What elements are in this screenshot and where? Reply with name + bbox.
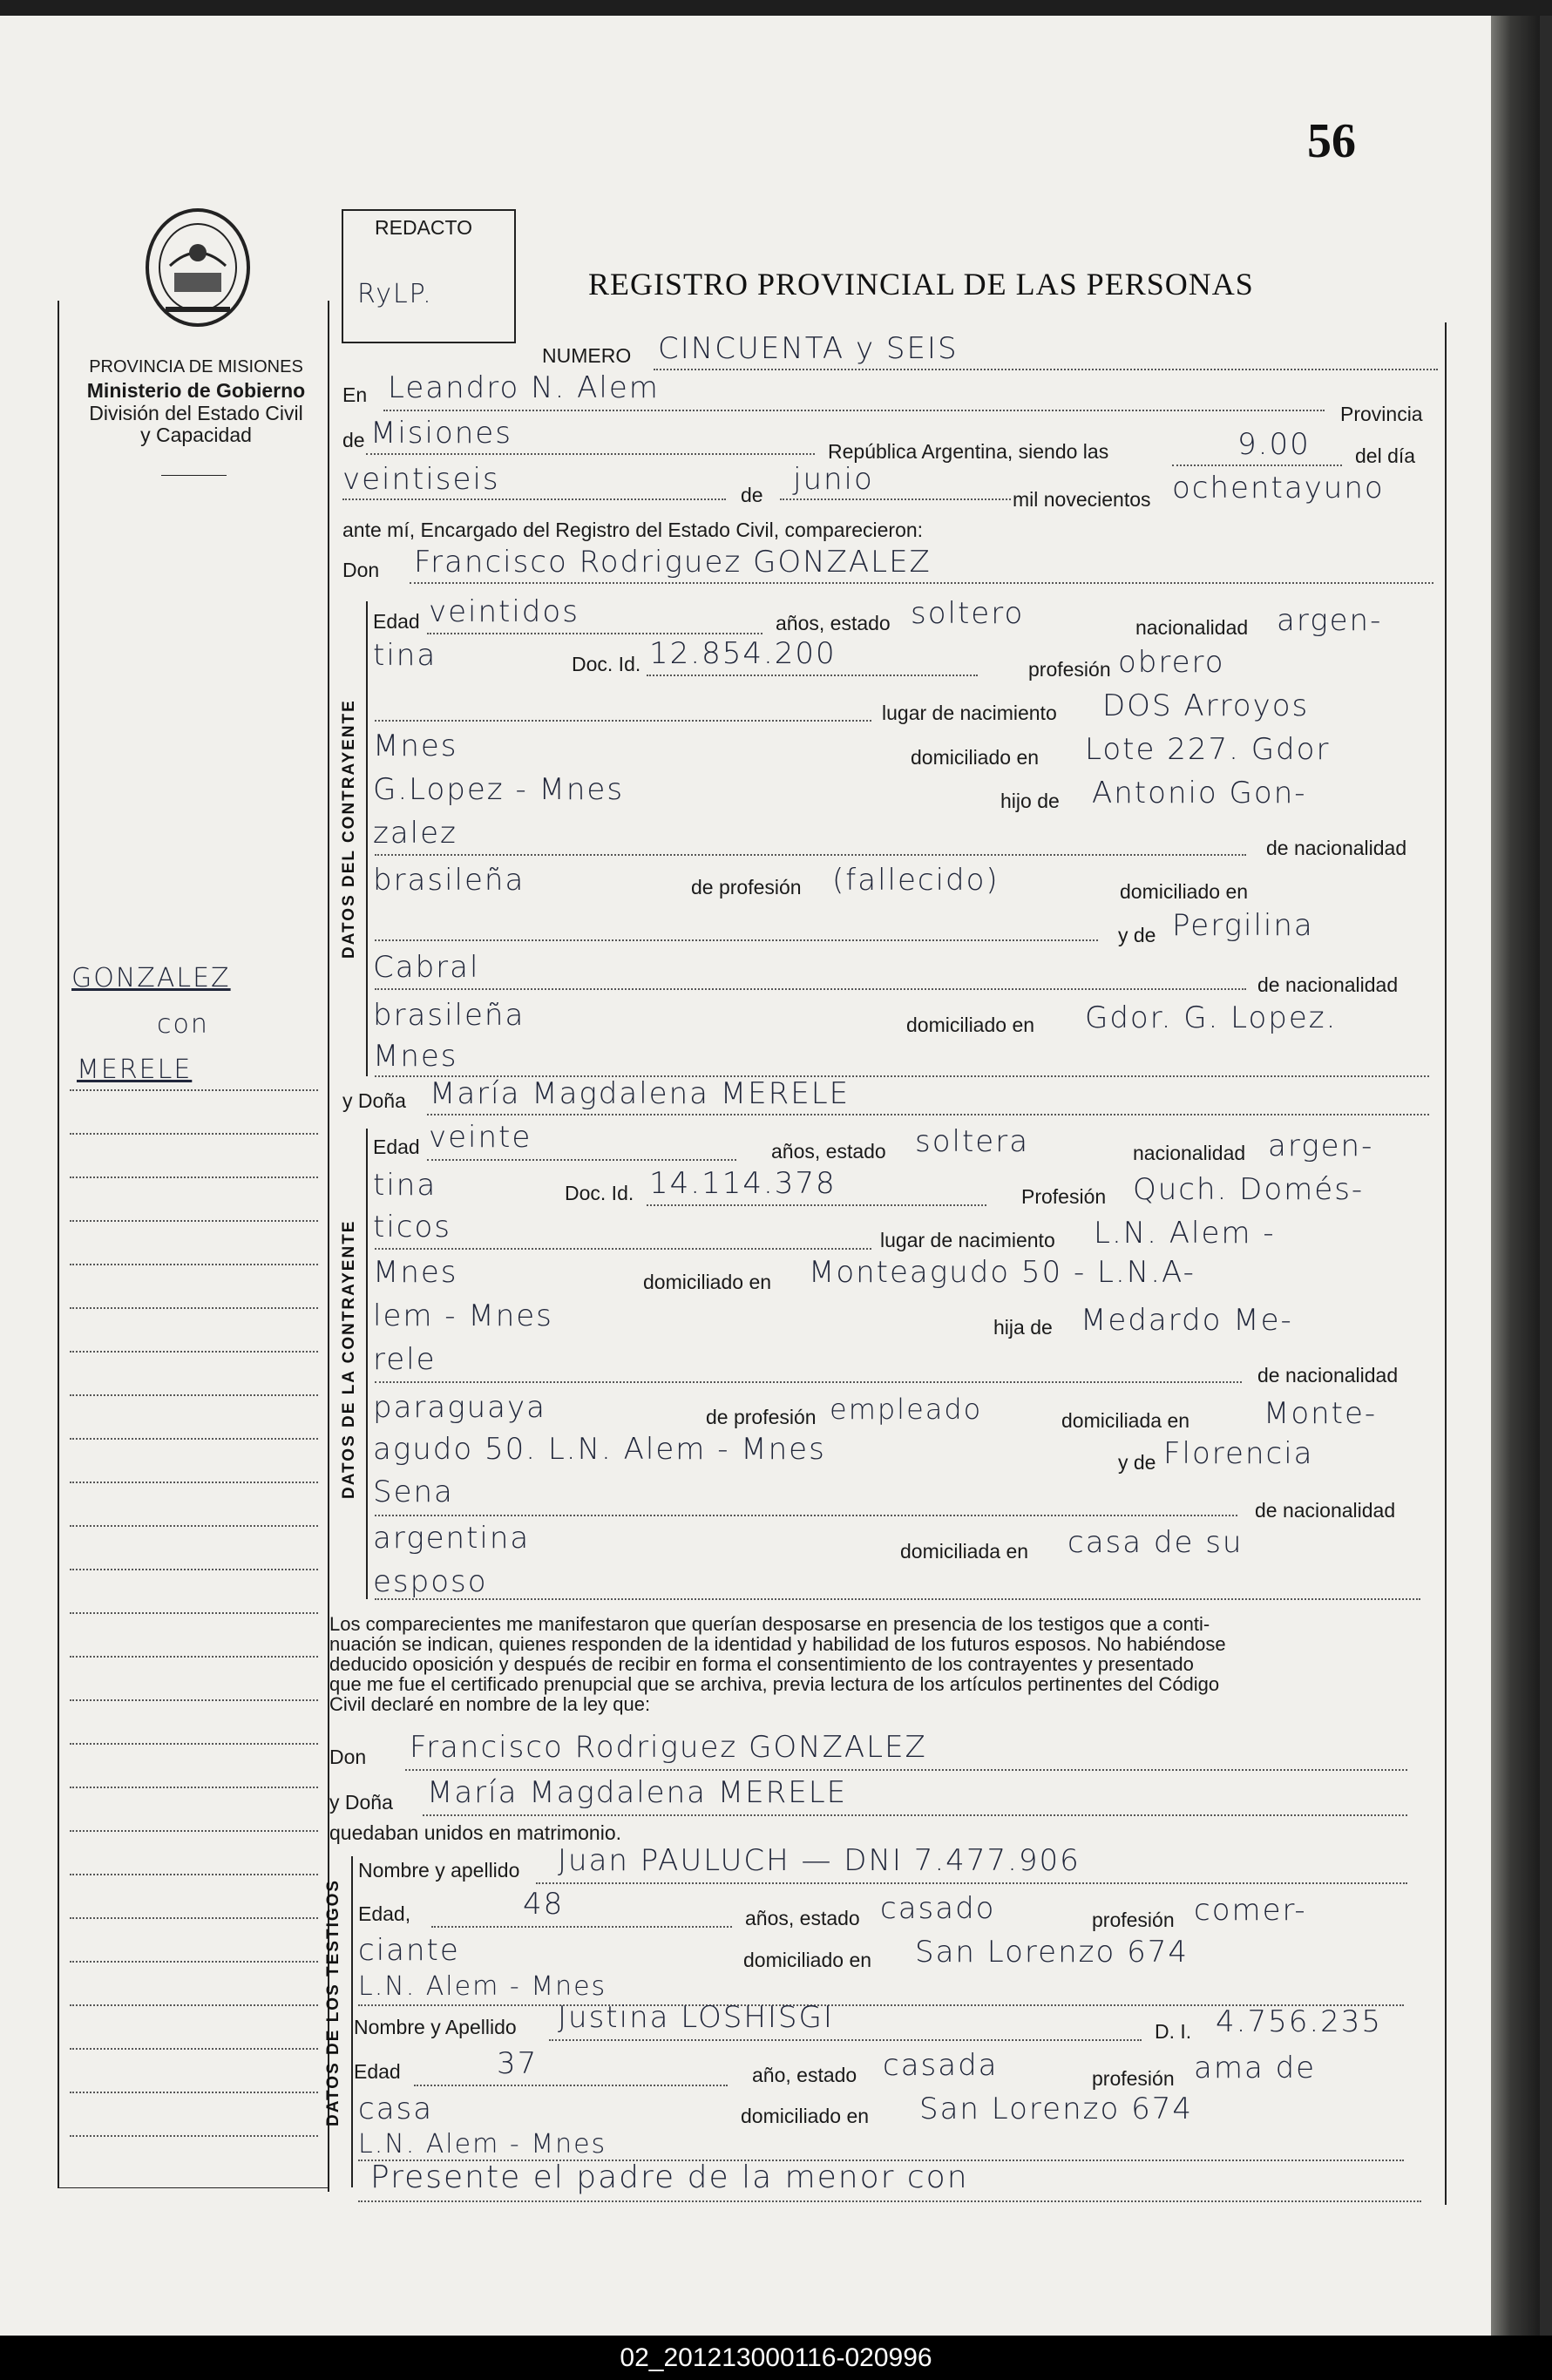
t2-di-label: D. I. <box>1155 2020 1192 2043</box>
don-value: Francisco Rodriguez GONZALEZ <box>414 545 932 580</box>
c-edad: veintidos <box>429 594 579 629</box>
c-dom: Lote 227. Gdor <box>1085 732 1331 767</box>
margin-line <box>70 1307 318 1309</box>
t1-prof-label: profesión <box>1092 1909 1175 1931</box>
c-madre-dom2: Mnes <box>373 1039 458 1074</box>
fill-line <box>427 1159 736 1161</box>
fill-line <box>375 1515 1237 1516</box>
f-padre: Medardo Me- <box>1081 1303 1293 1338</box>
fill-line <box>405 1769 1407 1771</box>
c-dom-label: domiciliado en <box>911 746 1040 769</box>
f-madre: Florencia <box>1163 1436 1314 1471</box>
f-doc: 14.114.378 <box>649 1166 837 1201</box>
republica-label: República Argentina, siendo las <box>828 440 1109 463</box>
margin-line <box>70 1264 318 1265</box>
margin-line <box>70 1569 318 1570</box>
scan-id-footer: 02_201213000116-020996 <box>0 2336 1552 2380</box>
fill-line <box>375 988 1246 990</box>
de2-label: de <box>741 484 763 506</box>
mes-value: junio <box>793 462 874 497</box>
fill-line <box>1172 464 1342 466</box>
c-madre-dom: Gdor. G. Lopez. <box>1085 1000 1338 1035</box>
fill-line <box>383 410 1325 411</box>
f-estado-label: años, estado <box>771 1140 886 1163</box>
t2-di: 4.756.235 <box>1216 2004 1383 2039</box>
f-de-prof-label: de profesión <box>706 1406 817 1428</box>
fill-line <box>410 582 1433 584</box>
provincial-crest-icon <box>139 205 257 331</box>
margin-line <box>70 1656 318 1658</box>
margin-line <box>70 1787 318 1788</box>
top-edge <box>0 0 1552 16</box>
margin-note-2: con <box>157 1009 209 1040</box>
c-madre: Pergilina <box>1172 908 1314 943</box>
f-madre-nac: argentina <box>373 1521 531 1556</box>
de-value: Misiones <box>370 416 512 451</box>
c-y-de-label: y de <box>1118 924 1156 946</box>
redacto-label: REDACTO <box>375 216 473 239</box>
t2-dom: San Lorenzo 674 <box>919 2092 1193 2126</box>
f-lugar2: Mnes <box>373 1255 458 1290</box>
margin-line <box>70 1961 318 1963</box>
f-de-nac2-label: de nacionalidad <box>1255 1499 1396 1522</box>
right-frame-rule <box>1445 322 1447 2205</box>
fill-line <box>375 939 1098 941</box>
numero-label: NUMERO <box>542 344 632 367</box>
de-label: de <box>342 429 365 451</box>
t2-estado: casada <box>883 2048 999 2083</box>
f-madre-dom2: esposo <box>373 1564 488 1599</box>
decl-dona: María Magdalena MERELE <box>427 1775 848 1810</box>
t2-edad: 37 <box>497 2046 539 2081</box>
decl-don-label: Don <box>329 1746 367 1768</box>
c-de-nac2-label: de nacionalidad <box>1257 973 1399 996</box>
f-dom2: lem - Mnes <box>373 1298 553 1333</box>
f-dom-label: domiciliado en <box>643 1271 772 1293</box>
fill-line <box>375 1381 1242 1383</box>
f-padre-dom2: agudo 50. L.N. Alem - Mnes <box>373 1432 826 1467</box>
fill-line <box>780 498 1011 500</box>
c-nac2: tina <box>373 638 437 673</box>
c-padre: Antonio Gon- <box>1092 776 1307 810</box>
province-label: PROVINCIA DE MISIONES <box>89 357 303 376</box>
c-estado-label: años, estado <box>776 612 891 634</box>
t1-prof: comer- <box>1194 1893 1307 1928</box>
page-number: 56 <box>1307 114 1356 168</box>
t2-nombre: Justina LOSHISGI <box>558 2000 834 2035</box>
margin-line <box>70 1482 318 1483</box>
contrayenta-side-label: DATOS DE LA CONTRAYENTE <box>340 1219 358 1499</box>
ministry-label: Ministerio de Gobierno <box>86 379 306 402</box>
c-de-prof-label: de profesión <box>691 876 802 898</box>
t1-nombre-label: Nombre y apellido <box>358 1859 520 1882</box>
redacto-value: RyLP. <box>357 279 433 309</box>
fill-line <box>342 498 726 500</box>
f-estado: soltera <box>915 1124 1030 1159</box>
f-prof-label: Profesión <box>1021 1185 1107 1208</box>
margin-line <box>70 1133 318 1135</box>
c-madre2: Cabral <box>373 950 480 985</box>
f-padre-dom-label: domiciliada en <box>1061 1409 1190 1432</box>
t1-edad-label: Edad, <box>358 1902 411 1925</box>
declaration-text <box>329 1614 1427 1714</box>
t2-prof: ama de <box>1194 2051 1317 2085</box>
testigos-rule <box>351 1856 353 2187</box>
fill-line <box>536 1882 1407 1884</box>
margin-bottom-rule <box>58 2187 329 2188</box>
f-nac-label: nacionalidad <box>1133 1142 1246 1164</box>
f-lugar-label: lugar de nacimiento <box>880 1229 1055 1251</box>
margin-line <box>70 1525 318 1527</box>
en-value: Leandro N. Alem <box>388 370 660 405</box>
c-lugar-label: lugar de nacimiento <box>882 702 1057 724</box>
fill-line <box>375 1598 1420 1600</box>
anio-value: ochentayuno <box>1172 471 1385 505</box>
f-edad-label: Edad <box>373 1136 420 1158</box>
margin-line <box>70 1699 318 1701</box>
fill-line <box>423 1814 1407 1816</box>
decl-cierre: quedaban unidos en matrimonio. <box>329 1821 622 1844</box>
margin-line <box>70 1612 318 1614</box>
margin-line <box>70 1176 318 1178</box>
fill-line <box>427 633 762 634</box>
fill-line <box>375 1248 871 1250</box>
declaration-line: que me fue el certificado prenupcial que se archiva, previa lectura de los artículos pertinentes del Código <box>329 1673 1220 1695</box>
margin-note-3: MERELE <box>77 1054 193 1085</box>
fill-line <box>366 453 815 455</box>
margin-line <box>70 1089 318 1091</box>
f-doc-label: Doc. Id. <box>565 1182 634 1204</box>
c-prof: obrero <box>1118 645 1225 680</box>
t1-dom2: L.N. Alem - Mnes <box>358 1971 607 2002</box>
fill-line <box>358 2200 1421 2202</box>
f-y-de-label: y de <box>1118 1451 1156 1474</box>
margin-line <box>70 1220 318 1222</box>
dia-value: veintiseis <box>342 462 500 497</box>
dona-label: y Doña <box>342 1089 406 1112</box>
contrayente-rule <box>366 601 368 1076</box>
margin-line <box>70 2092 318 2093</box>
c-prof-label: profesión <box>1028 658 1111 681</box>
t2-edad-label: Edad <box>354 2060 401 2083</box>
t2-prof-label: profesión <box>1092 2067 1175 2090</box>
f-prof: Quch. Domés- <box>1133 1172 1365 1207</box>
f-de-nac-label: de nacionalidad <box>1257 1364 1399 1387</box>
declaration-line: Civil declaré en nombre de la ley que: <box>329 1693 651 1715</box>
t2-prof2: casa <box>358 2092 434 2126</box>
hora-value: 9.00 <box>1237 427 1311 462</box>
document-title: REGISTRO PROVINCIAL DE LAS PERSONAS <box>588 267 1254 302</box>
margin-line <box>70 2135 318 2137</box>
c-doc: 12.854.200 <box>649 636 837 671</box>
f-edad: veinte <box>429 1120 532 1155</box>
c-padre-prof: (fallecido) <box>832 863 1000 898</box>
f-padre-dom: Monte- <box>1264 1396 1378 1431</box>
declaration-line: deducido oposición y después de recibir en forma el consentimiento de los contrayentes y presentado <box>329 1653 1194 1675</box>
f-dom: Monteagudo 50 - L.N.A- <box>809 1255 1196 1290</box>
margin-line <box>70 2004 318 2006</box>
f-hija-label: hija de <box>993 1316 1053 1339</box>
t1-estado: casado <box>880 1891 996 1926</box>
fill-line <box>414 2085 728 2086</box>
margin-line <box>70 1743 318 1745</box>
t1-estado-label: años, estado <box>745 1907 860 1929</box>
f-padre-nac: paraguaya <box>373 1390 546 1425</box>
f-madre-dom: casa de su <box>1067 1525 1244 1560</box>
contrayente-side-label: DATOS DEL CONTRAYENTE <box>340 699 358 959</box>
c-lugar2: Mnes <box>373 729 458 763</box>
f-padre2: rele <box>373 1342 437 1377</box>
margin-line <box>70 1874 318 1875</box>
del-dia-label: del día <box>1355 444 1416 467</box>
fill-line <box>549 2039 1142 2041</box>
margin-line <box>70 1438 318 1440</box>
book-spine <box>1491 0 1540 2336</box>
c-madre-nac: brasileña <box>373 998 525 1033</box>
f-madre-dom-label: domiciliada en <box>900 1540 1029 1563</box>
t1-dom: San Lorenzo 674 <box>915 1935 1189 1970</box>
f-padre-prof: empleado <box>830 1393 983 1426</box>
f-madre2: Sena <box>373 1475 454 1509</box>
contrayenta-rule <box>366 1129 368 1599</box>
fill-line <box>375 720 871 722</box>
f-nac: argen- <box>1268 1129 1374 1163</box>
decl-don: Francisco Rodriguez GONZALEZ <box>410 1730 927 1765</box>
t1-nombre: Juan PAULUCH — DNI 7.477.906 <box>558 1843 1081 1878</box>
t2-dom-label: domiciliado en <box>741 2105 870 2127</box>
margin-line <box>70 2048 318 2050</box>
fill-line <box>375 854 1246 856</box>
fill-line <box>427 1114 1429 1115</box>
divider <box>161 475 227 476</box>
testigos-side-label: DATOS DE LOS TESTIGOS <box>324 1878 342 2126</box>
c-de-nac-label: de nacionalidad <box>1266 837 1407 859</box>
provincia-label: Provincia <box>1340 403 1423 425</box>
declaration-line: Los comparecientes me manifestaron que querían desposarse en presencia de los testigos que a conti- <box>329 1613 1210 1635</box>
c-nac: argen- <box>1277 603 1383 638</box>
fill-line <box>647 1204 986 1206</box>
numero-value: CINCUENTA y SEIS <box>658 331 959 366</box>
c-nac-label: nacionalidad <box>1135 616 1249 639</box>
t1-edad: 48 <box>523 1887 565 1922</box>
c-padre-nac: brasileña <box>373 863 525 898</box>
left-margin-rule <box>58 301 59 2187</box>
c-madre-dom-label: domiciliado en <box>906 1014 1035 1036</box>
c-padre-dom-label: domiciliado en <box>1120 880 1249 903</box>
t2-estado-label: año, estado <box>752 2064 857 2086</box>
margin-line <box>70 1351 318 1353</box>
fill-line <box>654 369 1438 370</box>
declaration-line: nuación se indican, quienes responden de la identidad y habilidad de los futuros esposos. No habiéndose <box>329 1633 1226 1655</box>
margin-line <box>70 1394 318 1396</box>
capacity-label: y Capacidad <box>140 424 252 446</box>
en-label: En <box>342 383 368 406</box>
ante-mi-text: ante mí, Encargado del Registro del Estado Civil, comparecieron: <box>342 519 924 541</box>
t2-dom2: L.N. Alem - Mnes <box>358 2129 607 2160</box>
margin-line <box>70 1830 318 1832</box>
c-dom2: G.Lopez - Mnes <box>373 772 625 807</box>
division-label: División del Estado Civil <box>89 402 303 424</box>
decl-dona-label: y Doña <box>329 1791 393 1814</box>
c-doc-label: Doc. Id. <box>572 653 641 675</box>
c-padre2: zalez <box>373 816 457 851</box>
f-nac2: tina <box>373 1168 437 1203</box>
fill-line <box>431 1926 732 1928</box>
margin-note-1: GONZALEZ <box>71 963 231 993</box>
f-prof2: ticos <box>373 1210 451 1244</box>
c-edad-label: Edad <box>373 610 420 633</box>
c-hijo-label: hijo de <box>1000 790 1060 812</box>
margin-line <box>70 1917 318 1919</box>
mil-label: mil novecientos <box>1013 488 1151 511</box>
testigos-note: Presente el padre de la menor con <box>370 2160 969 2195</box>
t1-prof2: ciante <box>358 1933 460 1968</box>
fill-line <box>647 675 978 676</box>
t1-dom-label: domiciliado en <box>743 1949 872 1971</box>
don-label: Don <box>342 559 380 581</box>
c-lugar: DOS Arroyos <box>1102 688 1310 723</box>
t2-nombre-label: Nombre y Apellido <box>354 2016 517 2038</box>
c-estado: soltero <box>911 596 1025 631</box>
f-lugar: L.N. Alem - <box>1094 1216 1276 1251</box>
dona-value: María Magdalena MERELE <box>430 1076 851 1111</box>
